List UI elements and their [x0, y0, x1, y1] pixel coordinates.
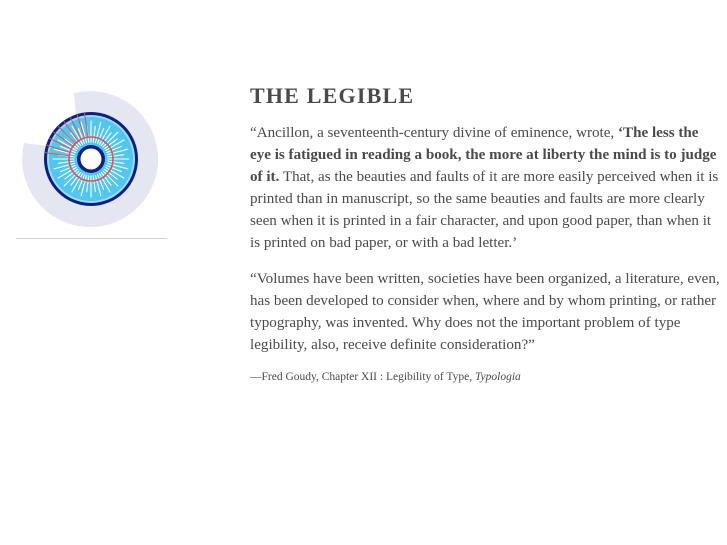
attribution [250, 368, 720, 386]
attribution-prefix: —Fred Goudy, Chapter XII : Legibility of Type, [250, 371, 476, 383]
quote-ancillon-bold: ‘The less the eye is fatigued in reading a book, the more at liberty the mind is to judge of it. [250, 125, 717, 185]
pupil [81, 149, 102, 170]
eye-target-icon [18, 86, 164, 232]
quote-ancillon [250, 122, 720, 254]
divider-rule [16, 238, 167, 239]
quote-ancillon-tail: That, as the beauties and faults of it are more easily perceived when it is printed than in manuscript, so the same beauties and faults are more clearly seen when it is printed in a fair character, and upon good paper, than when it is printed on bad paper, or with a bad letter.’ [250, 169, 719, 251]
attribution-book: Typologia [475, 371, 521, 383]
quote-ancillon-lead: “Ancillon, a seventeenth-century divine of eminence, wrote, [250, 125, 618, 141]
article [250, 82, 720, 386]
quote-volumes: “Volumes have been written, societies have been organized, a literature, even, has been developed to consider when, where and by whom printing, or rather typography, was invented. Why does not the important problem of type legibility, also, receive definite consideration?” [250, 271, 720, 353]
page-title: THE LEGIBLE [250, 83, 415, 108]
logo [0, 0, 190, 250]
